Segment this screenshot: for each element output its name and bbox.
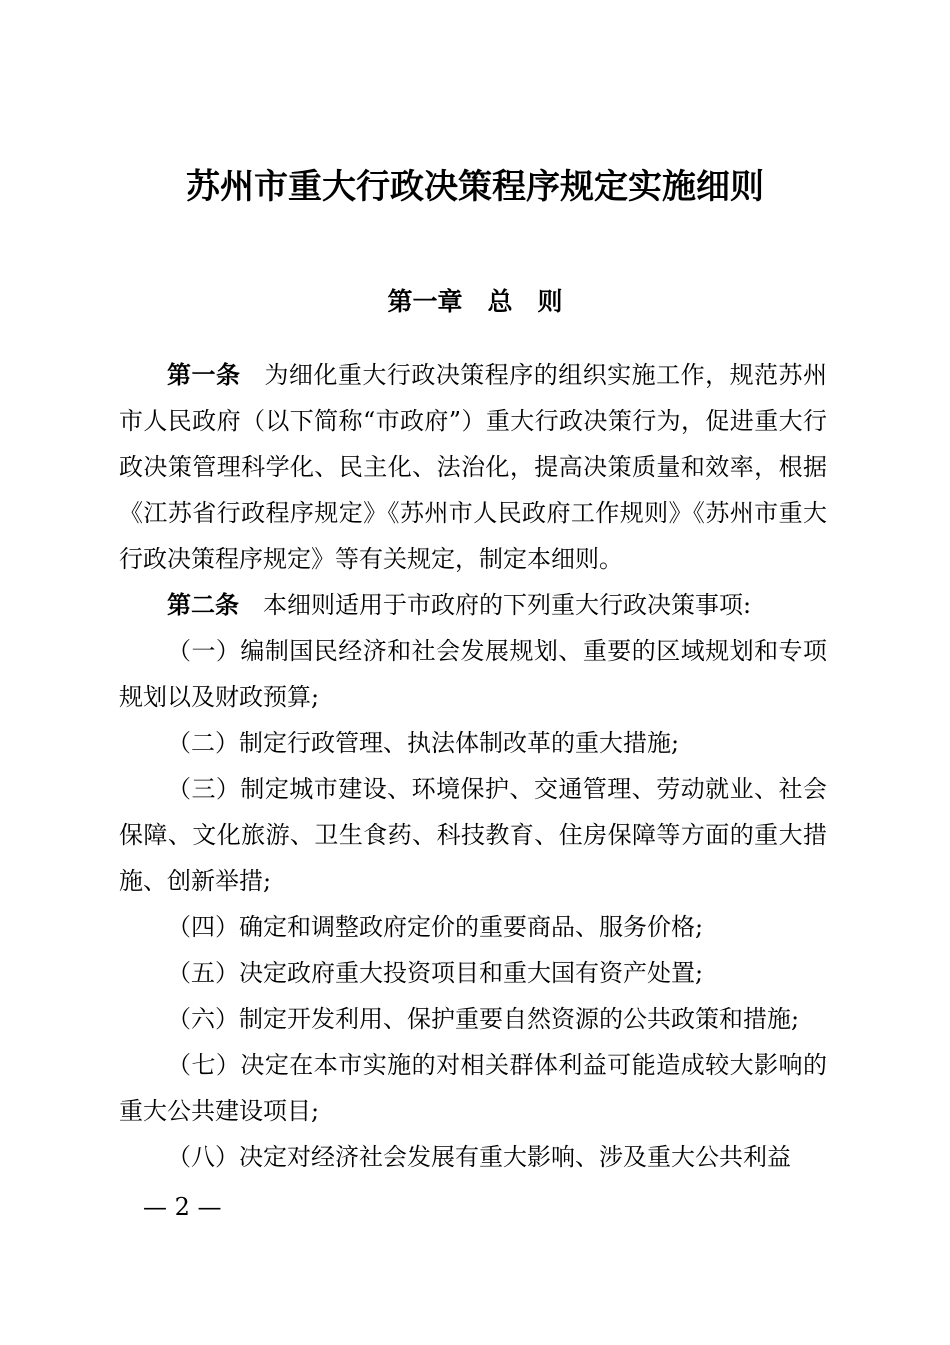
list-item: （五）决定政府重大投资项目和重大国有资产处置; <box>167 959 704 987</box>
list-item: （三）制定城市建设、环境保护、交通管理、劳动就业、社会保障、文化旅游、卫生食药、科技教育、住房保障等方面的重大措施、创新举措; <box>119 775 827 895</box>
chapter-heading: 第一章 总 则 <box>387 287 563 316</box>
list-item: （四）确定和调整政府定价的重要商品、服务价格; <box>167 913 704 941</box>
article-text: 本细则适用于市政府的下列重大行政决策事项: <box>263 591 752 619</box>
article-text: 为细化重大行政决策程序的组织实施工作，规范苏州市人民政府（以下简称“市政府”）重大行政决策行为，促进重大行政决策管理科学化、民主化、法治化，提高决策质量和效率，根据《江苏省行政程序规定》《苏州市人民政府工作规则》《苏州市重大行政决策程序规定》等有关规定，制定本细则。 <box>119 361 828 573</box>
article-2 <box>119 582 827 628</box>
list-item: （二）制定行政管理、执法体制改革的重大措施; <box>167 729 680 757</box>
list-item: （八）决定对经济社会发展有重大影响、涉及重大公共利益 <box>167 1143 791 1171</box>
list-item: （七）决定在本市实施的对相关群体利益可能造成较大影响的重大公共建设项目; <box>119 1051 827 1125</box>
document-title: 苏州市重大行政决策程序规定实施细则 <box>186 167 764 207</box>
page-number: — 2 — <box>143 1193 222 1221</box>
list-item: （一）编制国民经济和社会发展规划、重要的区域规划和专项规划以及财政预算; <box>119 637 827 711</box>
list-item: （六）制定开发利用、保护重要自然资源的公共政策和措施; <box>167 1005 800 1033</box>
article-label: 第二条 <box>167 591 239 619</box>
article-label: 第一条 <box>167 361 241 389</box>
article-1 <box>119 352 827 582</box>
document-body <box>119 352 827 1180</box>
